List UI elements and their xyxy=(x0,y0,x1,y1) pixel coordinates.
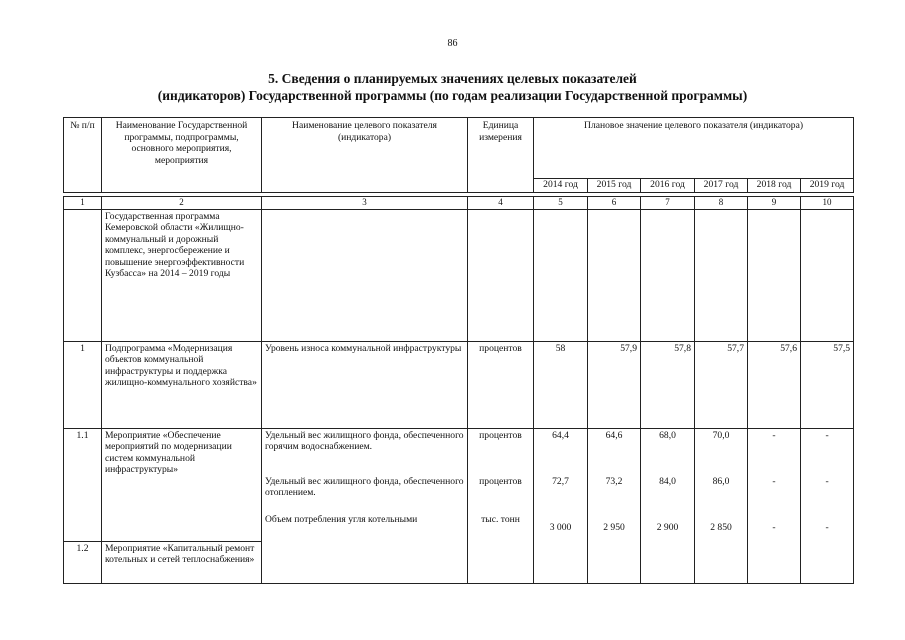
subprogram-name: Подпрограмма «Модернизация объектов коммунальной инфраструктуры и поддержка жилищно-коммунального хозяйства» xyxy=(102,341,262,428)
row-number: 1.2 xyxy=(64,541,102,583)
value: - xyxy=(825,521,829,533)
program-name: Государственная программа Кемеровской области «Жилищно-коммунальный и дорожный комплекс, энергосбережение и повышение энергоэффективности Кузбасса» на 2014 – 2019 годы xyxy=(102,209,262,341)
year-2016: 2016 год xyxy=(641,179,695,193)
value-2016: 57,8 xyxy=(641,341,695,428)
header-unit: Единица измерения xyxy=(468,118,534,193)
value: - xyxy=(825,429,829,441)
indicator-name: Уровень износа коммунальной инфраструктуры xyxy=(262,341,468,428)
value: 84,0 xyxy=(659,475,676,487)
value: 64,4 xyxy=(552,429,569,441)
section-title xyxy=(0,70,905,104)
value: 2 850 xyxy=(710,521,732,533)
measure-name: Мероприятие «Капитальный ремонт котельных и сетей теплоснабжения» xyxy=(102,541,262,583)
value: 2 900 xyxy=(656,521,679,533)
value-stack-2016 xyxy=(641,428,695,541)
title-line-2: (индикаторов) Государственной программы (по годам реализации Государственной программы) xyxy=(157,88,748,103)
header-name: Наименование Государственной программы, подпрограммы, основного мероприятия, мероприятия xyxy=(102,118,262,193)
col-num: 6 xyxy=(588,197,641,210)
col-num: 7 xyxy=(641,197,695,210)
header-indicator: Наименование целевого показателя (индикатора) xyxy=(262,118,468,193)
table-row-measure-1-2 xyxy=(64,541,854,583)
table-row-measure-1-1 xyxy=(64,428,854,541)
table-row-program xyxy=(64,209,854,341)
value: 86,0 xyxy=(712,475,730,487)
indicator-table xyxy=(63,117,854,584)
value-stack-2018 xyxy=(748,428,801,541)
value: 2 950 xyxy=(603,521,625,533)
unit: процентов xyxy=(468,341,534,428)
header-number: № п/п xyxy=(64,118,102,193)
value-stack-2019 xyxy=(801,428,854,541)
table-row-subprogram-1 xyxy=(64,341,854,428)
indicator-name: Удельный вес жилищного фонда, обеспеченного отоплением. xyxy=(265,475,464,498)
col-num: 3 xyxy=(262,197,468,210)
value: - xyxy=(825,475,829,487)
value-stack-2014 xyxy=(534,428,588,541)
value: - xyxy=(772,475,776,487)
col-num: 1 xyxy=(64,197,102,210)
value: 72,7 xyxy=(552,475,569,487)
row-number xyxy=(64,209,102,341)
year-2015: 2015 год xyxy=(588,179,641,193)
value-2019: 57,5 xyxy=(801,341,854,428)
column-number-row xyxy=(64,197,854,210)
value-2018: 57,6 xyxy=(748,341,801,428)
value-2015: 57,9 xyxy=(588,341,641,428)
header-plan-value: Плановое значение целевого показателя (индикатора) xyxy=(534,118,854,179)
indicator-name: Удельный вес жилищного фонда, обеспеченного горячим водоснабжением. xyxy=(265,429,464,452)
row-number: 1 xyxy=(64,341,102,428)
col-num: 2 xyxy=(102,197,262,210)
row-number: 1.1 xyxy=(64,428,102,541)
title-line-1: 5. Сведения о планируемых значениях целевых показателей xyxy=(268,71,637,86)
value-stack-2015 xyxy=(588,428,641,541)
value: 3 000 xyxy=(549,521,572,533)
unit: тыс. тонн xyxy=(481,513,520,525)
value: - xyxy=(772,429,776,441)
col-num: 5 xyxy=(534,197,588,210)
value-2014: 58 xyxy=(534,341,588,428)
indicator-name: Объем потребления угля котельными xyxy=(265,513,418,525)
value: 64,6 xyxy=(605,429,623,441)
value-2017: 57,7 xyxy=(695,341,748,428)
value: 73,2 xyxy=(605,475,623,487)
value: - xyxy=(772,521,776,533)
col-num: 8 xyxy=(695,197,748,210)
year-2019: 2019 год xyxy=(801,179,854,193)
value-stack-2017 xyxy=(695,428,748,541)
year-2017: 2017 год xyxy=(695,179,748,193)
page-number: 86 xyxy=(447,38,458,49)
year-2014: 2014 год xyxy=(534,179,588,193)
col-num: 9 xyxy=(748,197,801,210)
indicator-stack xyxy=(262,428,468,541)
year-2018: 2018 год xyxy=(748,179,801,193)
measure-name: Мероприятие «Обеспечение мероприятий по модернизации систем коммунальной инфраструктуры» xyxy=(102,428,262,541)
col-num: 4 xyxy=(468,197,534,210)
unit: процентов xyxy=(479,475,522,487)
value: 70,0 xyxy=(712,429,730,441)
value: 68,0 xyxy=(659,429,676,441)
unit: процентов xyxy=(479,429,522,441)
col-num: 10 xyxy=(801,197,854,210)
unit-stack xyxy=(468,428,534,541)
